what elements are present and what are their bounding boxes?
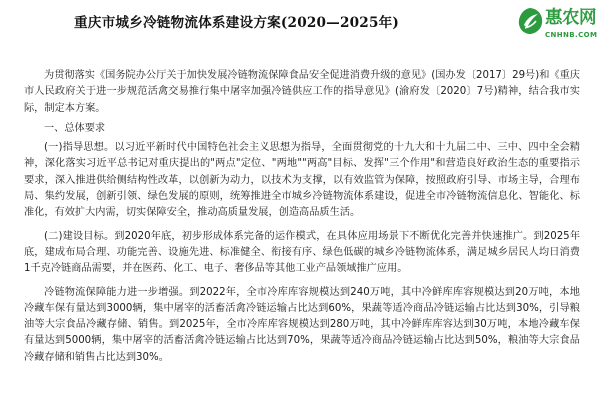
logo-domain: CNHNB.COM — [545, 31, 598, 39]
capacity-paragraph: 冷链物流保障能力进一步增强。到2022年，全市冷库库容规模达到240万吨，其中冷鲜库库容规模达到20万吨，本地冷藏车保有量达到3000辆，集中屠宰的活畜活禽冷链运输占比达到60%，果蔬等适冷商品冷链运输占比达到30%，引导粮油等大宗食品冷藏存储、销售。到2025年，全市冷库库容规模达到280万吨，其中冷鲜库库容达到30万吨，本地冷藏车保有量达到5000辆，集中屠宰的活畜活禽冷链运输占比达到70%，果蔬等适冷商品冷链运输占比达到50%，粮油等大宗食品冷藏存储和销售占比达到30%。 — [24, 286, 580, 363]
section-heading: 一、总体要求 — [44, 122, 106, 134]
guiding-ideology-paragraph: (一)指导思想。以习近平新时代中国特色社会主义思想为指导，全面贯彻党的十九大和十九届二中、三中、四中全会精神，深化落实习近平总书记对重庆提出的"两点"定位、"两地""两高"目标、发挥"三个作用"和营造良好政治生态的重要指示要求，深入推进供给侧结构性改革，以创新为动力，以技术为支撑，以有效监管为保障，按照政府引导、市场主导，合理布局、集约发展，创新引领、绿色发展的原则，统筹推进全市城乡冷链物流体系建设，促进全市冷链物流信息化、智能化、标准化，有效扩大内需，切实保障安全，推动高质量发展，创造高品质生活。 — [24, 142, 580, 219]
intro-paragraph: 为贯彻落实《国务院办公厅关于加快发展冷链物流保障食品安全促进消费升级的意见》(国办发〔2017〕29号)和《重庆市人民政府关于进一步规范活禽交易推行集中屠宰加强冷链供应工作的指导意见》(渝府发〔2020〕7号)精神，结合我市实际，制定本方案。 — [24, 70, 580, 114]
logo-name: 惠农网 — [545, 8, 596, 28]
leaf-logo-icon — [515, 6, 545, 36]
site-logo-watermark — [515, 4, 599, 48]
construction-goals-paragraph: (二)建设目标。到2020年底，初步形成体系完备的运作模式，在具体应用场景下不断优化完善并快速推广。到2025年底，建成布局合理、功能完善、设施先进、标准健全、衔接有序、绿色低碳的城乡冷链物流体系，满足城乡居民人均日消费1千克冷链商品需要，并在医药、化工、电子、奢侈品等其他工业产品领域推广应用。 — [24, 230, 580, 275]
document-body — [24, 68, 580, 366]
document-title: 重庆市城乡冷链物流体系建设方案(2020—2025年) — [74, 15, 400, 31]
